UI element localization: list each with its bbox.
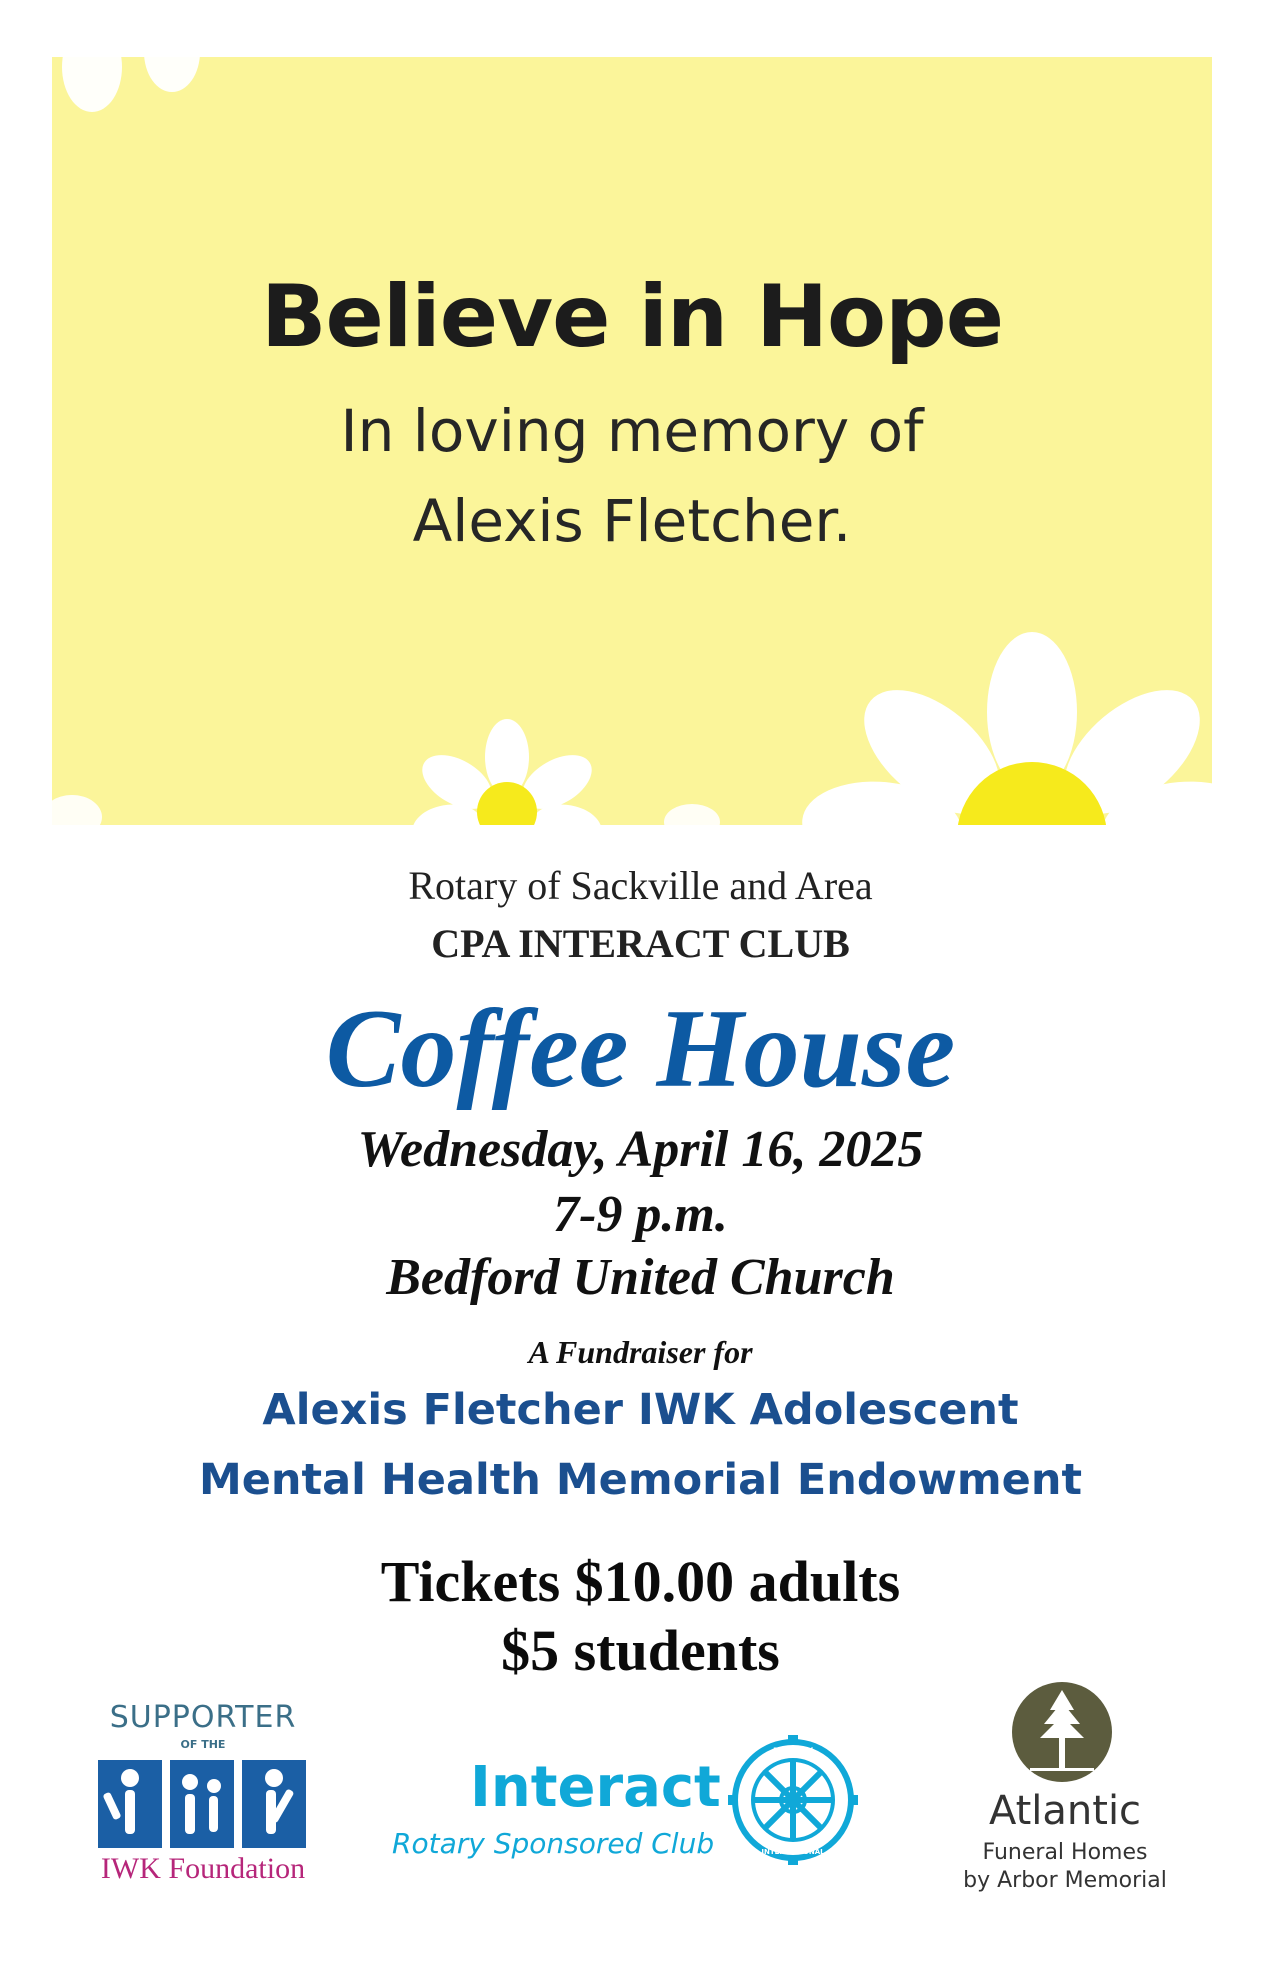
club-name: CPA INTERACT CLUB bbox=[431, 921, 850, 966]
event-time: 7-9 p.m. bbox=[553, 1186, 728, 1243]
interact-logo bbox=[390, 1747, 870, 1905]
iwk-figures-icon bbox=[98, 1760, 308, 1848]
banner-title: Believe in Hope bbox=[260, 267, 1004, 367]
event-venue: Bedford United Church bbox=[386, 1249, 895, 1306]
organizer: Rotary of Sackville and Area bbox=[408, 863, 873, 908]
interact-tagline: Rotary Sponsored Club bbox=[392, 1827, 715, 1860]
iwk-supporter-text: SUPPORTER bbox=[109, 1700, 297, 1735]
iwk-of-the-text: OF THE bbox=[180, 1738, 226, 1751]
fundraiser-label: A Fundraiser for bbox=[528, 1334, 753, 1370]
memorial-banner bbox=[52, 57, 1212, 825]
banner-name-line: Alexis Fletcher. bbox=[412, 487, 852, 555]
atlantic-funeral-homes: Funeral Homes bbox=[982, 1840, 1148, 1865]
iwk-foundation-text: IWK Foundation bbox=[100, 1852, 306, 1885]
event-title: Coffee House bbox=[325, 987, 956, 1111]
event-date: Wednesday, April 16, 2025 bbox=[357, 1121, 924, 1178]
rotary-wheel-icon bbox=[728, 1735, 858, 1865]
interact-wordmark: Interact bbox=[470, 1755, 721, 1820]
atlantic-name: Atlantic bbox=[988, 1788, 1142, 1834]
rotary-wheel-bottom-text: INTERNATIONAL bbox=[761, 1848, 825, 1856]
iwk-foundation-logo bbox=[88, 1700, 318, 1890]
atlantic-arbor-memorial: by Arbor Memorial bbox=[963, 1868, 1167, 1893]
banner-memory-line: In loving memory of bbox=[340, 397, 924, 465]
ticket-price-students: $5 students bbox=[501, 1618, 780, 1683]
atlantic-funeral-homes-logo bbox=[930, 1680, 1200, 1910]
rotary-wheel-top-text: ROTARY bbox=[773, 1747, 813, 1757]
beneficiary-line-2: Mental Health Memorial Endowment bbox=[198, 1455, 1083, 1505]
beneficiary-line-1: Alexis Fletcher IWK Adolescent bbox=[262, 1385, 1019, 1435]
ticket-price-adults: Tickets $10.00 adults bbox=[380, 1549, 901, 1614]
tree-emblem-icon bbox=[1010, 1680, 1114, 1784]
